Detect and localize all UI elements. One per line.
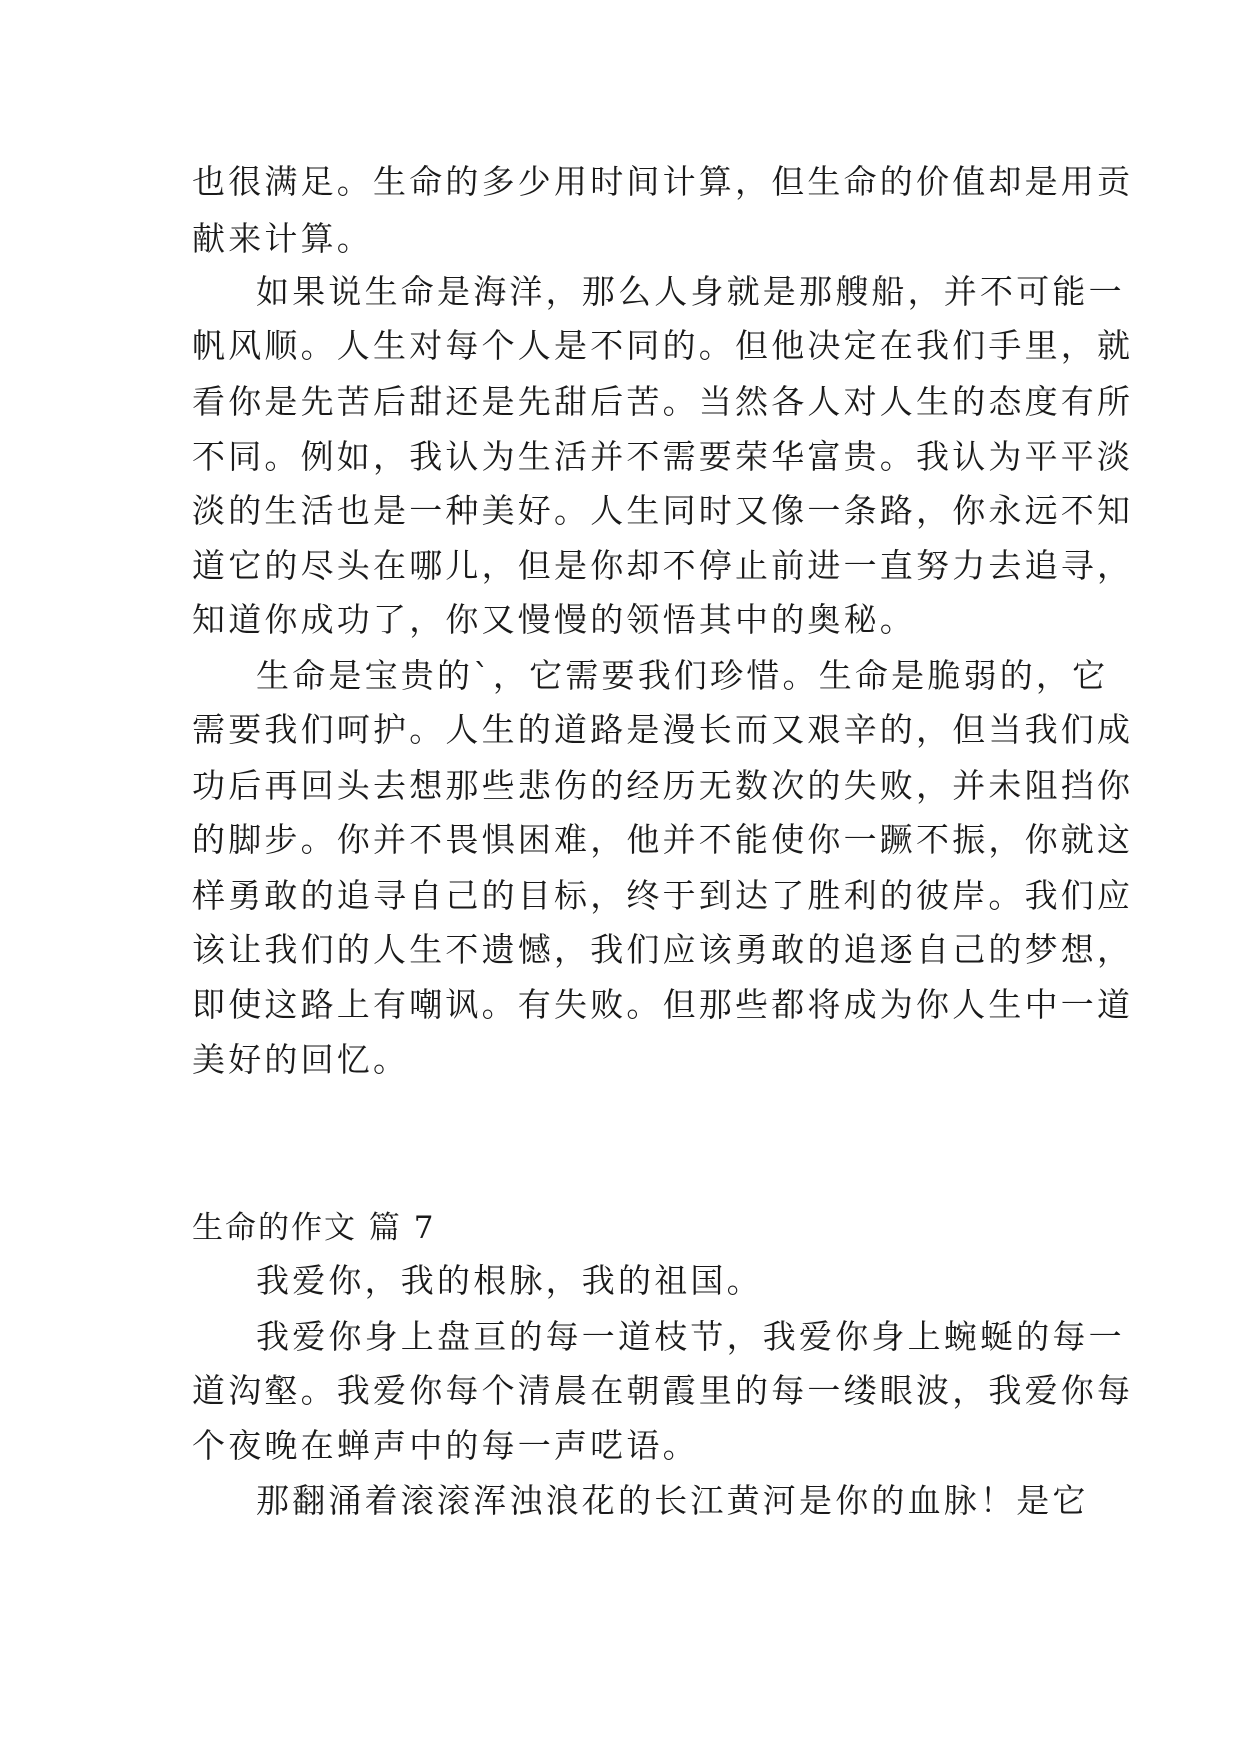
text-line: 道沟壑。我爱你每个清晨在朝霞里的每一缕眼波，我爱你每 (192, 1371, 1134, 1410)
text-line: 如果说生命是海洋，那么人身就是那艘船，并不可能一 (256, 272, 1125, 311)
text-line: 功后再回头去想那些悲伤的经历无数次的失败，并未阻挡你 (192, 766, 1134, 805)
text-line: 的脚步。你并不畏惧困难，他并不能使你一蹶不振，你就这 (192, 820, 1134, 859)
text-line: 生命是宝贵的`，它需要我们珍惜。生命是脆弱的，它 (256, 656, 1109, 695)
text-line: 道它的尽头在哪儿，但是你却不停止前进一直努力去追寻， (192, 546, 1134, 585)
text-line: 献来计算。 (192, 219, 373, 258)
text-line: 淡的生活也是一种美好。人生同时又像一条路，你永远不知 (192, 491, 1134, 530)
text-line: 看你是先苦后甜还是先甜后苦。当然各人对人生的态度有所 (192, 382, 1134, 421)
text-line: 我爱你，我的根脉，我的祖国。 (256, 1261, 763, 1300)
text-line: 该让我们的人生不遗憾，我们应该勇敢的追逐自己的梦想， (192, 930, 1134, 969)
text-line: 需要我们呵护。人生的道路是漫长而又艰辛的，但当我们成 (192, 710, 1134, 749)
text-line: 知道你成功了，你又慢慢的领悟其中的奥秘。 (192, 600, 916, 639)
text-line: 也很满足。生命的多少用时间计算，但生命的价值却是用贡 (192, 162, 1134, 201)
section-heading: 生命的作文 篇 7 (192, 1210, 436, 1246)
text-line: 我爱你身上盘亘的每一道枝节，我爱你身上蜿蜒的每一 (256, 1317, 1125, 1356)
text-line: 样勇敢的追寻自己的目标，终于到达了胜利的彼岸。我们应 (192, 876, 1134, 915)
text-line: 个夜晚在蝉声中的每一声呓语。 (192, 1426, 699, 1465)
text-line: 帆风顺。人生对每个人是不同的。但他决定在我们手里，就 (192, 326, 1134, 365)
text-line: 美好的回忆。 (192, 1040, 410, 1079)
text-line: 那翻涌着滚滚浑浊浪花的长江黄河是你的血脉！是它 (256, 1481, 1089, 1520)
text-line: 不同。例如，我认为生活并不需要荣华富贵。我认为平平淡 (192, 437, 1134, 476)
text-line: 即使这路上有嘲讽。有失败。但那些都将成为你人生中一道 (192, 985, 1134, 1024)
